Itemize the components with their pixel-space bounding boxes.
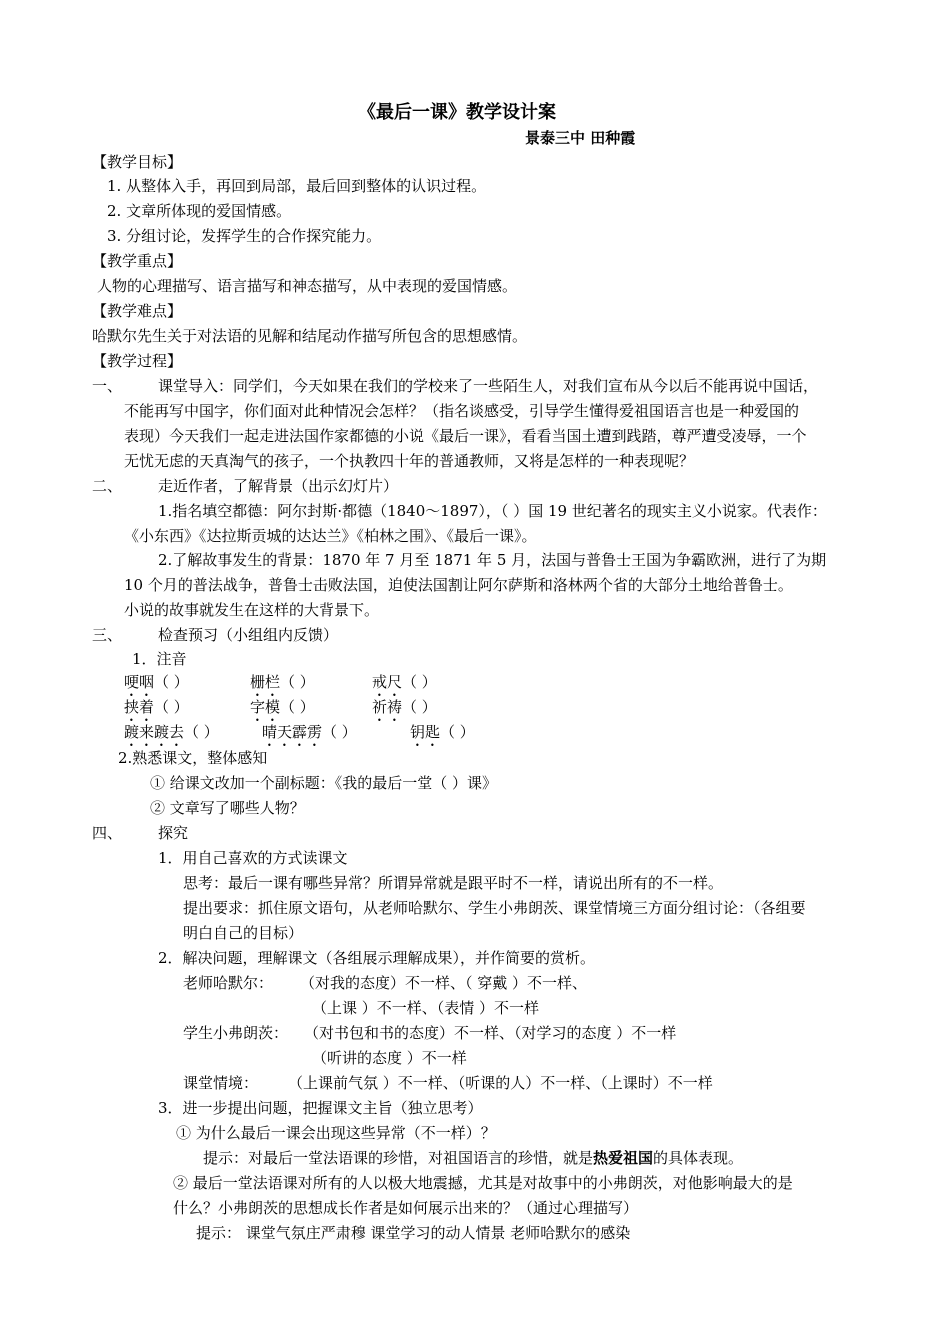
pinyin-blank: （ ） <box>280 698 315 716</box>
pinyin-blank: （ ） <box>402 698 437 716</box>
pinyin-blank: （ ） <box>154 698 189 716</box>
student-line: （对书包和书的态度）不一样、（对学习的态度 ）不一样 <box>304 1024 677 1042</box>
explore-line: 思考：最后一课有哪些异常？所谓异常就是跟平时不一样，请说出所有的不一样。 <box>183 874 724 892</box>
pinyin-word: 栅栏 <box>250 673 281 691</box>
familiar-heading: 2.熟悉课文，整体感知 <box>118 749 268 767</box>
intro-line: 不能再写中国字，你们面对此种情况会怎样？（指名谈感受，引导学生懂得爱祖国语言也是一种爱国的 <box>124 402 800 420</box>
hint-text: 提示：对最后一堂法语课的珍惜，对祖国语言的珍惜，就是 <box>203 1149 594 1167</box>
intro-line: 课堂导入：同学们，今天如果在我们的学校来了一些陌生人，对我们宣布从今以后不能再说中国话， <box>158 377 819 395</box>
goal-item: 1. 从整体入手，再回到局部，最后回到整体的认识过程。 <box>107 177 487 195</box>
explore-line: 明白自己的目标） <box>183 924 304 942</box>
question-line: ② 最后一堂法语课对所有的人以极大地震撼，尤其是对故事中的小弗朗茨，对他影响最大的是 <box>173 1174 793 1192</box>
pinyin-blank: （ ） <box>322 723 357 741</box>
pinyin-item <box>262 720 357 744</box>
pinyin-item <box>372 695 437 719</box>
focus-heading: 【教学重点】 <box>92 252 183 270</box>
pinyin-word: 字模 <box>250 698 281 716</box>
pinyin-blank: （ ） <box>184 723 219 741</box>
pinyin-item <box>124 720 219 744</box>
teacher-line: （对我的态度）不一样、（ 穿戴 ）不一样、 <box>300 974 588 992</box>
pinyin-item <box>124 695 189 719</box>
intro-line: 表现）今天我们一起走进法国作家都德的小说《最后一课》，看看当国土遭到践踏，尊严遭受凌辱，一个 <box>124 427 807 445</box>
background-line: 10 个月的普法战争，普鲁士击败法国，迫使法国割让阿尔萨斯和洛林两个省的大部分土地给普鲁士。 <box>124 576 793 594</box>
pinyin-blank: （ ） <box>280 673 315 691</box>
section-number: 三、 <box>92 626 123 644</box>
pinyin-word: 哽咽 <box>124 673 155 691</box>
pinyin-word: 晴天霹雳 <box>262 723 323 741</box>
explore-line: 提出要求：抓住原文语句，从老师哈默尔、学生小弗朗茨、课堂情境三方面分组讨论：（各组要 <box>183 899 806 917</box>
explore-heading: 1．用自己喜欢的方式读课文 <box>158 849 348 867</box>
question-line: 什么？小弗朗茨的思想成长作者是如何展示出来的？（通过心理描写） <box>173 1199 639 1217</box>
hint-text: 的具体表现。 <box>653 1149 744 1167</box>
focus-text: 人物的心理描写、语言描写和神态描写，从中表现的爱国情感。 <box>97 277 518 295</box>
background-line: 《小东西》《达拉斯贡城的达达兰》《柏林之围》、《最后一课》。 <box>124 527 537 545</box>
section-number: 二、 <box>92 477 123 495</box>
explore-heading: 3．进一步提出问题，把握课文主旨（独立思考） <box>158 1099 483 1117</box>
section-number: 一、 <box>92 377 123 395</box>
difficulty-text: 哈默尔先生关于对法语的见解和结尾动作描写所包含的思想感情。 <box>92 327 528 345</box>
pinyin-blank: （ ） <box>154 673 189 691</box>
intro-line: 无忧无虑的天真淘气的孩子，一个执教四十年的普通教师，又将是怎样的一种表现呢？ <box>124 452 695 470</box>
pinyin-word: 钥匙 <box>410 723 441 741</box>
section-title: 走近作者，了解背景（出示幻灯片） <box>158 477 399 495</box>
class-line: （上课前气氛 ）不一样、（听课的人）不一样、（上课时）不一样 <box>288 1074 713 1092</box>
class-label: 课堂情境： <box>183 1074 259 1092</box>
page-title: 《最后一课》教学设计案 <box>358 102 556 123</box>
difficulty-heading: 【教学难点】 <box>92 302 183 320</box>
hint-emphasis: 热爱祖国 <box>593 1149 654 1167</box>
pinyin-heading: 1．注音 <box>132 650 187 668</box>
pinyin-item <box>372 670 437 694</box>
section-title: 检查预习（小组组内反馈） <box>158 626 339 644</box>
hint-line: 提示： 课堂气氛庄严肃穆 课堂学习的动人情景 老师哈默尔的感染 <box>196 1224 631 1242</box>
student-line: （听讲的态度 ）不一样 <box>312 1049 467 1067</box>
pinyin-word: 挟着 <box>124 698 155 716</box>
process-heading: 【教学过程】 <box>92 352 183 370</box>
question-line: ① 为什么最后一课会出现这些异常（不一样）？ <box>176 1124 496 1142</box>
pinyin-item <box>124 670 189 694</box>
pinyin-blank: （ ） <box>440 723 475 741</box>
familiar-item: ① 给课文改加一个副标题：《我的最后一堂（ ）课》 <box>150 774 498 792</box>
teacher-label: 老师哈默尔： <box>183 974 274 992</box>
pinyin-item <box>250 695 315 719</box>
author-line: 景泰三中 田种霞 <box>525 129 636 147</box>
pinyin-word: 踱来踱去 <box>124 723 185 741</box>
hint-line <box>203 1146 743 1170</box>
goals-heading: 【教学目标】 <box>92 153 183 171</box>
pinyin-word: 戒尺 <box>372 673 403 691</box>
section-title: 探究 <box>158 824 189 842</box>
section-number: 四、 <box>92 824 123 842</box>
explore-heading: 2．解决问题，理解课文（各组展示理解成果），并作简要的赏析。 <box>158 949 596 967</box>
teacher-line: （上课 ）不一样、（表情 ）不一样 <box>312 999 540 1017</box>
goal-item: 3. 分组讨论，发挥学生的合作探究能力。 <box>107 227 382 245</box>
background-line: 小说的故事就发生在这样的大背景下。 <box>124 601 380 619</box>
background-line: 2.了解故事发生的背景：1870 年 7 月至 1871 年 5 月，法国与普鲁士王国为争霸欧洲，进行了为期 <box>158 551 827 569</box>
pinyin-item <box>250 670 315 694</box>
pinyin-blank: （ ） <box>402 673 437 691</box>
pinyin-item <box>410 720 475 744</box>
student-label: 学生小弗朗茨： <box>183 1024 289 1042</box>
goal-item: 2. 文章所体现的爱国情感。 <box>107 202 292 220</box>
familiar-item: ② 文章写了哪些人物？ <box>150 799 305 817</box>
pinyin-word: 祈祷 <box>372 698 403 716</box>
background-line: 1.指名填空都德：阿尔封斯·都德（1840～1897），（ ）国 19 世纪著名的现实主义小说家。代表作： <box>158 502 827 520</box>
